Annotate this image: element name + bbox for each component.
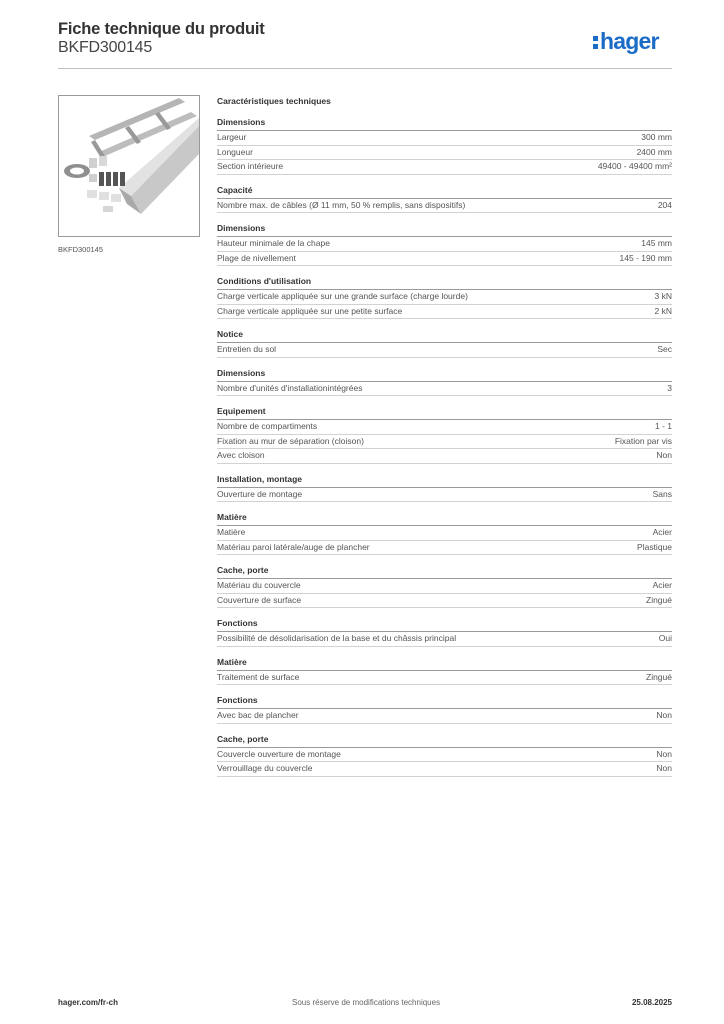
spec-value: 3: [667, 382, 672, 393]
spec-row: [217, 237, 672, 252]
spec-label: Largeur: [217, 132, 247, 142]
spec-label: Avec cloison: [217, 450, 265, 460]
spec-label: Longueur: [217, 146, 253, 157]
spec-row: [217, 382, 672, 397]
spec-row: [217, 488, 672, 503]
spec-value: 300 mm: [641, 132, 672, 142]
spec-group-title: Dimensions: [217, 368, 672, 382]
spec-group-title: Fonctions: [217, 618, 672, 632]
spec-label: Matériau du couvercle: [217, 580, 301, 590]
spec-value: 204: [657, 199, 672, 210]
spec-label: Matière: [217, 527, 246, 537]
spec-value: 1 - 1: [654, 421, 672, 431]
logo-dots-icon: [593, 34, 599, 50]
floor-duct-product-image: [58, 95, 200, 237]
spec-group-title: Equipement: [217, 406, 672, 420]
spec-row: [217, 579, 672, 594]
spec-row: [217, 671, 672, 686]
spec-label: Hauteur minimale de la chape: [217, 238, 330, 248]
spec-value: Sans: [652, 488, 672, 499]
spec-group-title: Cache, porte: [217, 734, 672, 748]
spec-group-title: Fonctions: [217, 695, 672, 709]
logo-text: hager: [600, 28, 659, 54]
spec-row: [217, 160, 672, 175]
spec-value: Acier: [652, 527, 672, 537]
spec-group-title: Dimensions: [217, 117, 672, 131]
footer-disclaimer: Sous réserve de modifications techniques: [292, 998, 441, 1007]
spec-label: Ouverture de montage: [217, 488, 303, 499]
technical-specifications: [217, 95, 672, 777]
spec-row: [217, 594, 672, 609]
spec-value: Non: [656, 450, 672, 460]
spec-row: [217, 305, 672, 320]
spec-value: Sec: [657, 344, 672, 354]
spec-label: Nombre de compartiments: [217, 421, 318, 431]
specs-title: Caractéristiques techniques: [217, 96, 331, 106]
spec-row: [217, 343, 672, 358]
spec-value: Plastique: [637, 541, 672, 552]
spec-row: [217, 541, 672, 556]
spec-value: Zingué: [646, 594, 672, 605]
spec-value: Non: [656, 763, 672, 773]
spec-value: Fixation par vis: [614, 435, 672, 446]
spec-row: [217, 146, 672, 161]
spec-label: Charge verticale appliquée sur une petite surface: [217, 305, 403, 316]
spec-value: Zingué: [646, 671, 672, 682]
spec-group: [217, 565, 672, 608]
spec-value: Non: [656, 710, 672, 720]
spec-label: Fixation au mur de séparation (cloison): [217, 435, 364, 446]
spec-group-title: Notice: [217, 329, 672, 343]
spec-row: [217, 762, 672, 777]
spec-group-title: Matière: [217, 657, 672, 671]
spec-group: [217, 474, 672, 503]
spec-group: [217, 657, 672, 686]
spec-group: [217, 276, 672, 319]
spec-group-title: Installation, montage: [217, 474, 672, 488]
spec-label: Possibilité de désolidarisation de la base et du châssis principal: [217, 633, 457, 643]
header-divider: [58, 68, 672, 69]
spec-value: 2 kN: [654, 305, 672, 316]
spec-group: [217, 368, 672, 397]
spec-group-title: Dimensions: [217, 223, 672, 237]
spec-row: [217, 290, 672, 305]
spec-label: Section intérieure: [217, 161, 284, 171]
spec-group-title: Cache, porte: [217, 565, 672, 579]
spec-group: [217, 695, 672, 724]
spec-row: [217, 131, 672, 146]
footer-date: 25.08.2025: [631, 998, 672, 1007]
spec-label: Couverture de surface: [217, 594, 302, 605]
spec-group-title: Matière: [217, 512, 672, 526]
spec-row: [217, 199, 672, 214]
spec-label: Plage de nivellement: [217, 252, 296, 263]
hager-logo: [593, 26, 659, 56]
spec-label: Couvercle ouverture de montage: [217, 748, 341, 759]
spec-row: [217, 449, 672, 464]
image-caption: BKFD300145: [58, 245, 104, 254]
spec-value: 49400 - 49400 mm²: [597, 161, 672, 171]
spec-value: 3 kN: [654, 291, 672, 301]
spec-group: [217, 734, 672, 777]
spec-value: 145 mm: [641, 238, 672, 248]
page-title: Fiche technique du produit: [58, 20, 265, 38]
spec-label: Verrouillage du couvercle: [217, 763, 313, 773]
spec-group: [217, 406, 672, 464]
spec-groups: [217, 117, 672, 777]
spec-value: Oui: [658, 633, 672, 643]
spec-row: [217, 709, 672, 724]
spec-row: [217, 435, 672, 450]
spec-group: [217, 185, 672, 214]
spec-row: [217, 632, 672, 647]
spec-label: Nombre max. de câbles (Ø 11 mm, 50 % remplis, sans dispositifs): [217, 199, 466, 210]
spec-row: [217, 526, 672, 541]
product-reference: BKFD300145: [58, 39, 153, 56]
spec-label: Matériau paroi latérale/auge de plancher: [217, 541, 370, 552]
spec-row: [217, 748, 672, 763]
spec-label: Nombre d'unités d'installationintégrées: [217, 382, 363, 393]
spec-group: [217, 223, 672, 266]
spec-label: Charge verticale appliquée sur une grande surface (charge lourde): [217, 291, 468, 301]
spec-row: [217, 252, 672, 267]
spec-value: Non: [656, 748, 672, 759]
footer-website: hager.com/fr-ch: [58, 998, 119, 1007]
spec-group-title: Conditions d'utilisation: [217, 276, 672, 290]
spec-value: 145 - 190 mm: [619, 252, 672, 263]
spec-group: [217, 329, 672, 358]
spec-value: 2400 mm: [636, 146, 672, 157]
spec-group: [217, 512, 672, 555]
spec-group-title: Capacité: [217, 185, 672, 199]
spec-value: Acier: [652, 580, 672, 590]
spec-label: Traitement de surface: [217, 671, 300, 682]
spec-group: [217, 117, 672, 175]
spec-row: [217, 420, 672, 435]
spec-label: Avec bac de plancher: [217, 710, 299, 720]
spec-label: Entretien du sol: [217, 344, 277, 354]
spec-group: [217, 618, 672, 647]
